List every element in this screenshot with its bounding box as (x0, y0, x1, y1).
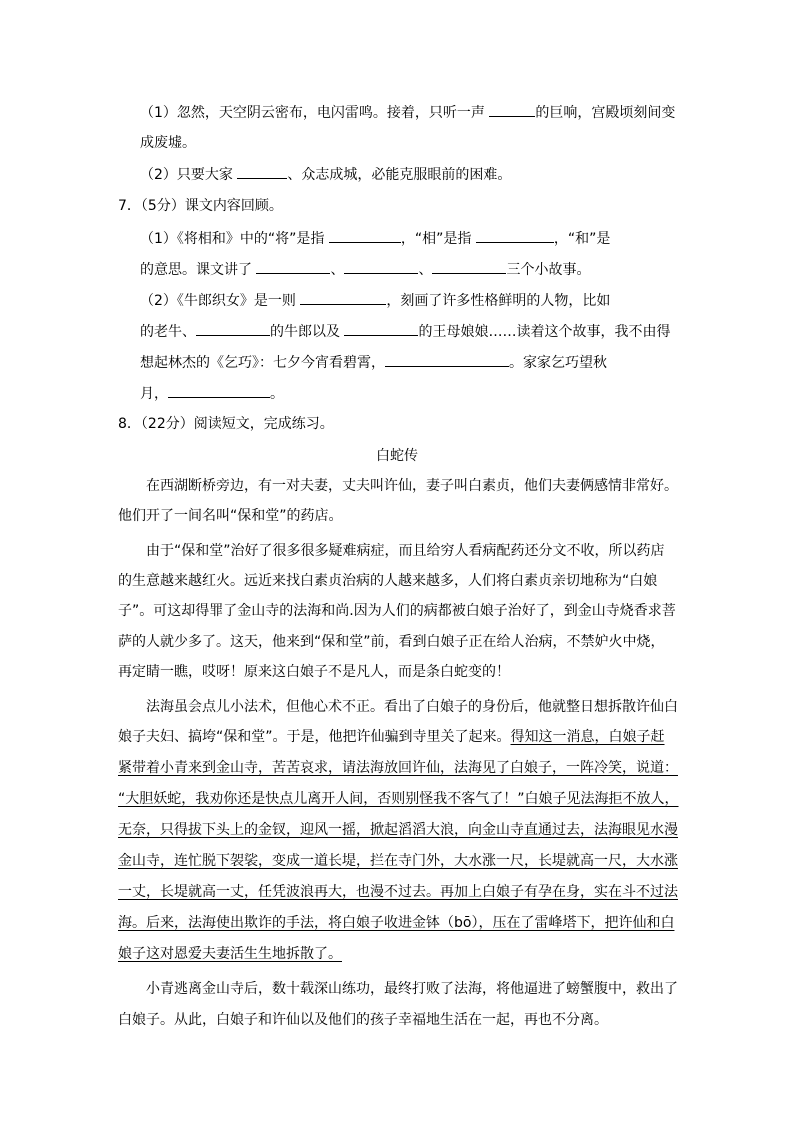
underlined-passage-line: 金山寺，连忙脱下袈裟，变成一道长堤，拦在寺门外，大水涨一尺，长堤就高一尺，大水涨 (118, 853, 678, 869)
q7-item1-text-2: ，“相”是指 (400, 231, 472, 247)
answer-blank[interactable] (432, 259, 506, 274)
q7-item1-text-4: 的意思。课文讲了 (140, 262, 252, 278)
answer-blank[interactable] (237, 164, 287, 179)
passage-line: 的生意越来越红火。远近来找白素贞治病的人越来越多，人们将白素贞亲切地称为“白娘 (118, 573, 658, 589)
separator: 、 (330, 262, 345, 278)
answer-blank[interactable] (168, 383, 270, 398)
passage-line: 他们开了一间名叫“保和堂”的药店。 (118, 508, 343, 524)
q7-item2-text-8: 月， (140, 386, 168, 402)
answer-blank[interactable] (476, 228, 554, 243)
q7-item2-text-7: 。家家乞巧望秋 (509, 355, 607, 371)
passage-line: 小青逃离金山寺后，数十载深山练功，最终打败了法海，将他逼进了螃蟹腹中，救出了 (146, 981, 678, 997)
q7-item2-line1 (140, 290, 610, 311)
separator: 、 (418, 262, 433, 278)
underlined-passage-line: 紧带着小青来到金山寺，苦苦哀求，请法海放回许仙，法海见了白娘子，一阵冷笑，说道： (118, 760, 678, 776)
q7-item2-text-5: 的王母娘娘……读着这个故事，我不由得 (418, 324, 671, 340)
q7-item1-text-1: （1）《将相和》中的“将”是指 (140, 231, 325, 247)
q6-item1-text-b: 的巨响，宫殿顷刻间变 (535, 105, 676, 121)
answer-blank[interactable] (300, 290, 386, 305)
underlined-passage-text: 得知这一消息，白娘子赶 (510, 729, 665, 745)
q6-item1-text-a: （1）忽然，天空阴云密布，电闪雷鸣。接着，只听一声 (140, 105, 485, 121)
q7-item1-line2 (140, 259, 590, 280)
passage-title: 白蛇传 (376, 448, 418, 464)
q7-item2-text-9: 。 (270, 386, 284, 402)
q7-item2-text-4: 的牛郎以及 (270, 324, 340, 340)
underlined-passage-line: 一丈，长堤就高一丈，任凭波浪再大，也漫不过去。再加上白娘子有孕在身，实在斗不过法 (118, 884, 678, 900)
q7-item2-line2 (140, 321, 670, 342)
answer-blank[interactable] (196, 321, 270, 336)
q7-item2-line3 (140, 352, 607, 373)
q6-item1-line1 (140, 102, 675, 123)
passage-line: 在西湖断桥旁边，有一对夫妻，丈夫叫许仙，妻子叫白素贞，他们夫妻俩感情非常好。 (146, 478, 678, 494)
answer-blank[interactable] (344, 259, 418, 274)
passage-line: 法海虽会点儿小法术，但他心术不正。看出了白娘子的身份后，他就整日想拆散许仙白 (146, 699, 678, 715)
q7-item2-line4 (140, 383, 284, 404)
answer-blank[interactable] (329, 228, 401, 243)
answer-blank[interactable] (256, 259, 330, 274)
underlined-passage-line: 娘子这对恩爱夫妻活生生地拆散了。 (118, 946, 342, 962)
answer-blank[interactable] (344, 321, 418, 336)
passage-line: 由于“保和堂”治好了很多很多疑难病症，而且给穷人看病配药还分文不收，所以药店 (146, 543, 665, 559)
q6-item2-text-b: 、众志成城，必能克服眼前的困难。 (287, 167, 512, 183)
q7-item2-text-3: 的老牛、 (140, 324, 196, 340)
underlined-passage-line: 无奈，只得拔下头上的金钗，迎风一摇，掀起滔滔大浪，向金山寺直通过去，法海眼见水漫 (118, 822, 678, 838)
passage-line: 再定睛一瞧，哎呀！原来这白娘子不是凡人，而是条白蛇变的！ (118, 664, 510, 680)
passage-line: 子”。可这却得罪了金山寺的法海和尚.因为人们的病都被白娘子治好了，到金山寺烧香求菩 (118, 603, 676, 619)
q6-item1-line2: 成废墟。 (140, 135, 196, 151)
q6-item2-text-a: （2）只要大家 (140, 167, 233, 183)
q7-heading: 7．（5分）课文内容回顾。 (118, 198, 283, 214)
q7-item1-line1 (140, 228, 610, 249)
q6-item2-line (140, 164, 511, 185)
q8-heading: 8．（22分）阅读短文，完成练习。 (118, 416, 334, 432)
passage-line: 萨的人就少多了。这天，他来到“保和堂”前，看到白娘子正在给人治病，不禁妒火中烧， (118, 634, 665, 650)
underlined-passage-line: “大胆妖蛇，我劝你还是快点儿离开人间，否则别怪我不客气了！”白娘子见法海拒不放人， (118, 791, 679, 807)
answer-blank[interactable] (385, 352, 509, 367)
passage-line: 白娘子。从此，白娘子和许仙以及他们的孩子幸福地生活在一起，再也不分离。 (118, 1012, 608, 1028)
q7-item2-text-1: （2）《牛郎织女》是一则 (140, 293, 296, 309)
answer-blank[interactable] (489, 102, 535, 117)
underlined-passage-line: 海。后来，法海使出欺诈的手法，将白娘子收进金钵（bō），压在了雷峰塔下，把许仙和白 (118, 915, 675, 931)
q7-item2-text-2: ，刻画了许多性格鲜明的人物，比如 (386, 293, 611, 309)
q7-item1-text-5: 三个小故事。 (506, 262, 591, 278)
q7-item2-text-6: 想起林杰的《乞巧》：七夕今宵看碧霄， (140, 355, 385, 371)
q7-item1-text-3: ，“和”是 (553, 231, 611, 247)
passage-text: 娘子夫妇、搞垮“保和堂”。于是，他把许仙骗到寺里关了起来。 (118, 729, 511, 745)
passage-line (118, 727, 665, 747)
